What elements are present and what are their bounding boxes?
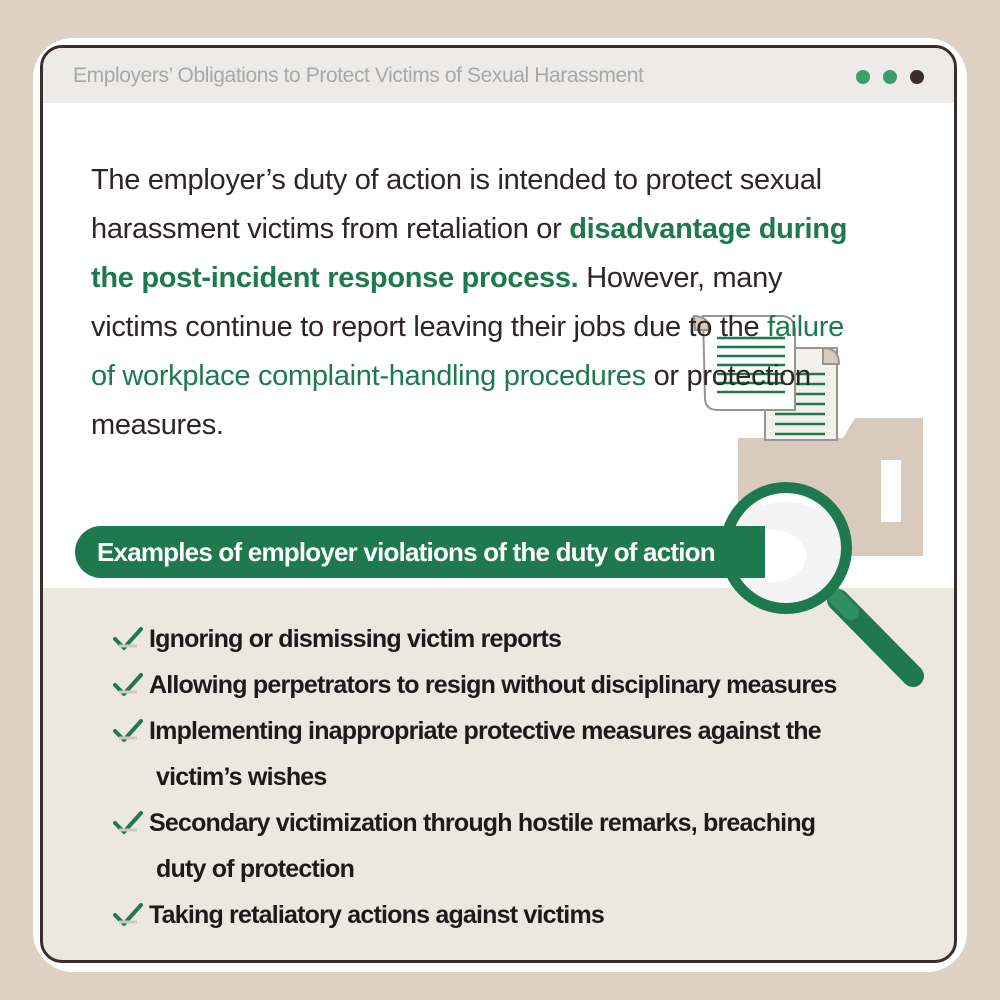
check-icon	[113, 672, 143, 698]
list-item-text: Taking retaliatory actions against victims	[149, 901, 604, 929]
dot-3[interactable]	[910, 70, 924, 84]
list-item	[113, 662, 893, 708]
list-item	[113, 892, 893, 938]
intro-text-3: or protection measures.	[91, 360, 811, 441]
list-item-text: Secondary victimization through hostile remarks, breaching	[149, 809, 816, 837]
check-icon	[113, 626, 143, 652]
intro-text-1: The employer’s duty of action is intended to protect sexual harassment victims from retaliation or	[91, 164, 822, 245]
list-item	[113, 800, 893, 892]
window-dots	[856, 70, 924, 84]
check-icon	[113, 718, 143, 744]
list-item-text-cont: victim’s wishes	[156, 763, 327, 791]
list-item	[113, 616, 893, 662]
list-item-text-cont: duty of protection	[156, 855, 355, 883]
intro-paragraph	[91, 156, 871, 450]
list-item	[113, 708, 893, 800]
intro-highlight-bold: disadvantage during the post-incident response process.	[91, 213, 848, 294]
section-title: Examples of employer violations of the duty of action	[97, 537, 715, 567]
window-title: Employers’ Obligations to Protect Victims of Sexual Harassment	[73, 64, 644, 87]
list-item-text: Ignoring or dismissing victim reports	[149, 625, 562, 653]
check-icon	[113, 902, 143, 928]
intro-highlight: failure of workplace complaint-handling procedures	[91, 311, 844, 392]
title-bar	[43, 48, 954, 103]
dot-2[interactable]	[883, 70, 897, 84]
dot-1[interactable]	[856, 70, 870, 84]
section-banner	[75, 526, 765, 578]
window-card	[40, 45, 957, 963]
check-icon	[113, 810, 143, 836]
list-item-text: Implementing inappropriate protective measures against the	[149, 717, 821, 745]
intro-text-2: However, many victims continue to report leaving their jobs due to the	[91, 262, 783, 343]
violations-list	[113, 616, 893, 938]
list-item-text: Allowing perpetrators to resign without disciplinary measures	[149, 671, 837, 699]
